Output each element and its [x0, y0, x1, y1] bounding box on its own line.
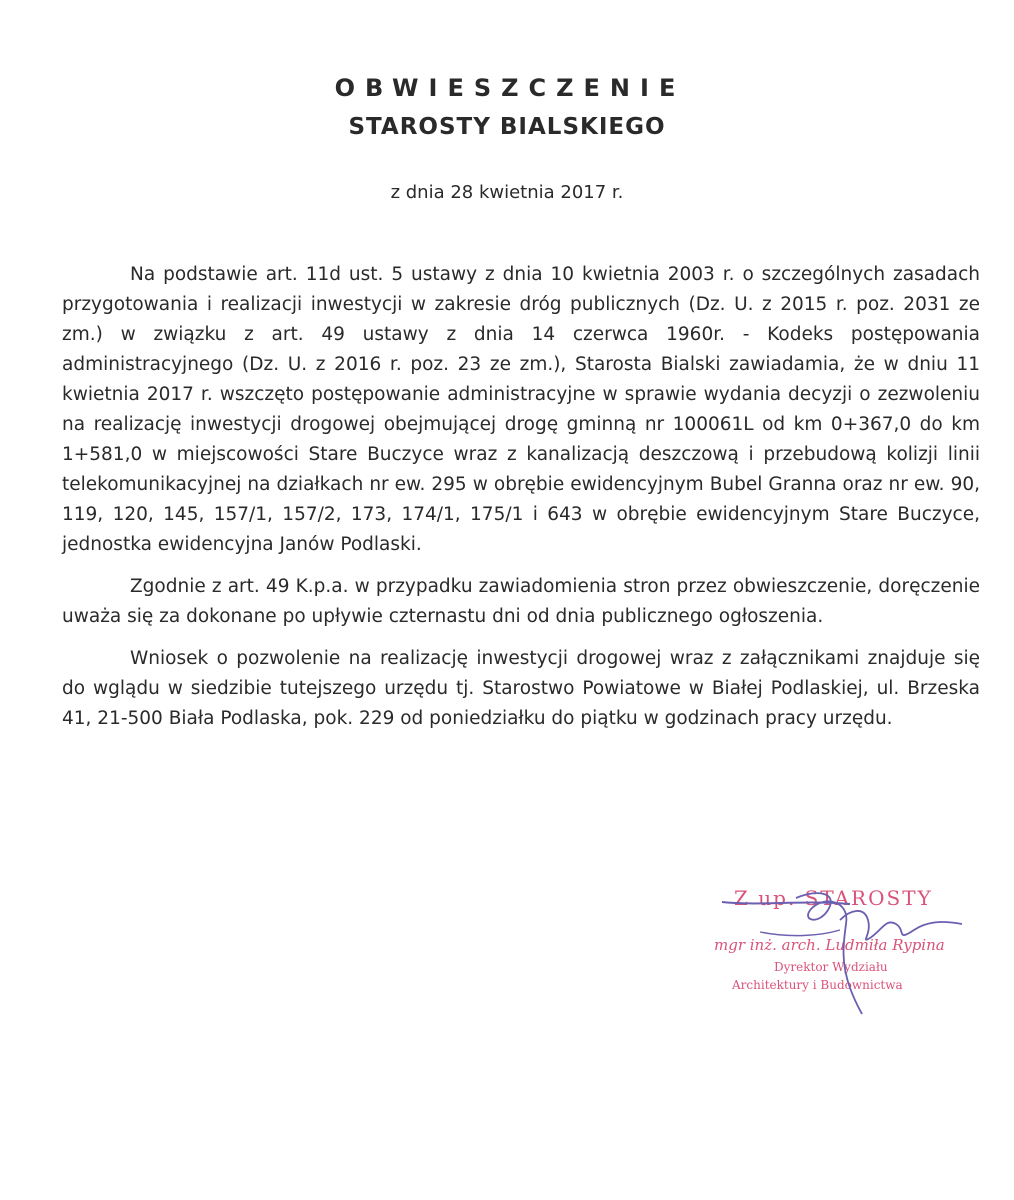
- stamp-position: Dyrektor Wydziału: [774, 960, 888, 974]
- document-title: OBWIESZCZENIE: [334, 74, 686, 102]
- document-subtitle: STAROSTY BIALSKIEGO: [348, 114, 666, 140]
- official-stamp: [700, 880, 990, 1030]
- document-body: [62, 260, 980, 746]
- paragraph-inspection-info: Wniosek o pozwolenie na realizację inwestycji drogowej wraz z załącznikami znajduje się do wglądu w siedzibie tutejszego urzędu tj. Starostwo Powiatowe w Białej Podlaskiej, ul. Brzeska 41, 21-500 Biała Podlaska, pok. 229 od poniedziałku do piątku w godzinach pracy urzędu.: [62, 648, 980, 729]
- stamp-authorization: Z up. STAROSTY: [734, 886, 933, 910]
- stamp-signatory-name: mgr inż. arch. Ludmiła Rypina: [714, 936, 945, 954]
- stamp-department: Architektury i Budownictwa: [732, 978, 903, 992]
- handwritten-signature: [700, 880, 990, 1030]
- paragraph-delivery-notice: Zgodnie z art. 49 K.p.a. w przypadku zawiadomienia stron przez obwieszczenie, doręczenie uważa się za dokonane po upływie czternastu dni od dnia publicznego ogłoszenia.: [62, 576, 980, 627]
- document-date: z dnia 28 kwietnia 2017 r.: [390, 182, 624, 203]
- paragraph-legal-basis: Na podstawie art. 11d ust. 5 ustawy z dnia 10 kwietnia 2003 r. o szczególnych zasadach przygotowania i realizacji inwestycji w zakresie dróg publicznych (Dz. U. z 2015 r. poz. 2031 ze zm.) w związku z art. 49 ustawy z dnia 14 czerwca 1960r. - Kodeks postępowania administracyjnego (Dz. U. z 2016 r. poz. 23 ze zm.), Starosta Bialski zawiadamia, że w dniu 11 kwietnia 2017 r. wszczęto postępowanie administracyjne w sprawie wydania decyzji o zezwoleniu na realizację inwestycji drogowej obejmującej drogę gminną nr 100061L od km 0+367,0 do km 1+581,0 w miejscowości Stare Buczyce wraz z kanalizacją deszczową i przebudową kolizji linii telekomunikacyjnej na działkach nr ew. 295 w obrębie ewidencyjnym Bubel Granna oraz nr ew. 90, 119, 120, 145, 157/1, 157/2, 173, 174/1, 175/1 i 643 w obrębie ewidencyjnym Stare Buczyce, jednostka ewidencyjna Janów Podlaski.: [62, 264, 980, 555]
